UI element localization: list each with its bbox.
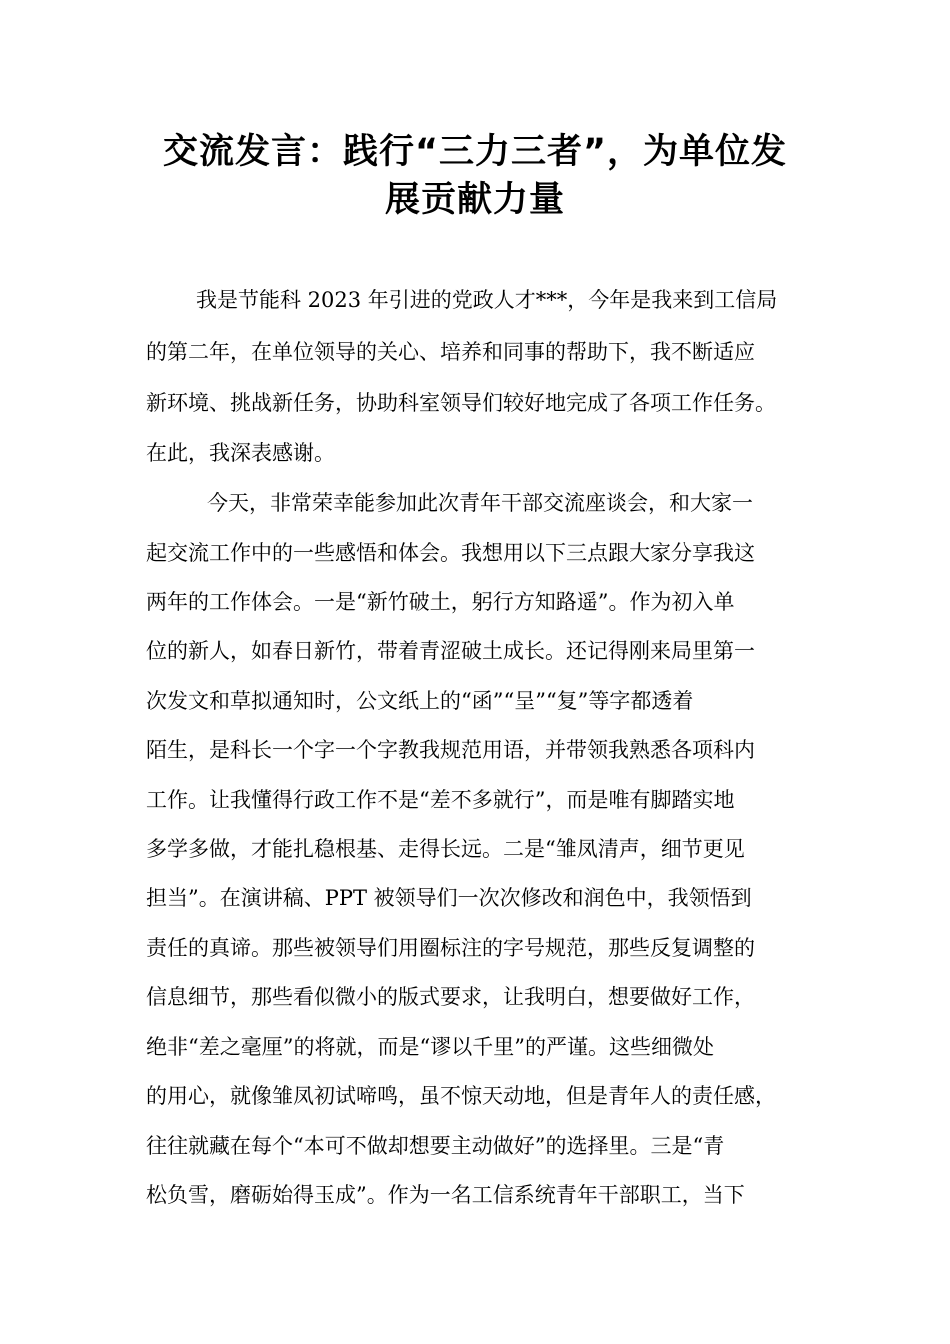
body-line: 的第二年，在单位领导的关心、培养和同事的帮助下，我不断适应 — [146, 340, 755, 364]
body-line: 次发文和草拟通知时，公文纸上的“函”“呈”“复”等字都透着 — [146, 689, 694, 713]
body-line: 责任的真谛。那些被领导们用圈标注的字号规范，那些反复调整的 — [146, 936, 755, 960]
body-line: 我是节能科 2023 年引进的党政人才***，今年是我来到工信局 — [196, 288, 778, 312]
title-line-2: 展贡献力量 — [384, 180, 565, 220]
title-line-1: 交流发言：践行“三力三者”，为单位发 — [162, 132, 787, 172]
body-line: 的用心，就像雏凤初试啼鸣，虽不惊天动地，但是青年人的责任感， — [146, 1084, 776, 1108]
body-line: 今天，非常荣幸能参加此次青年干部交流座谈会，和大家一 — [207, 491, 753, 515]
body-line: 新环境、挑战新任务，协助科室领导们较好地完成了各项工作任务。 — [146, 391, 776, 415]
body-line: 绝非“差之毫厘”的将就，而是“谬以千里”的严谨。这些细微处 — [146, 1035, 714, 1059]
body-line: 两年的工作体会。一是“新竹破土，躬行方知路遥”。作为初入单 — [146, 590, 735, 614]
body-line: 信息细节，那些看似微小的版式要求，让我明白，想要做好工作， — [146, 985, 755, 1009]
body-line: 位的新人，如春日新竹，带着青涩破土成长。还记得刚来局里第一 — [146, 639, 755, 663]
body-line: 多学多做，才能扎稳根基、走得长远。二是“雏凤清声，细节更见 — [146, 837, 745, 861]
body-line: 松负雪，磨砺始得玉成”。作为一名工信系统青年干部职工，当下 — [146, 1183, 745, 1207]
body-line: 工作。让我懂得行政工作不是“差不多就行”，而是唯有脚踏实地 — [146, 788, 735, 812]
body-line: 在此，我深表感谢。 — [146, 441, 335, 465]
body-line: 担当”。在演讲稿、PPT 被领导们一次次修改和润色中，我领悟到 — [146, 886, 752, 910]
body-line: 起交流工作中的一些感悟和体会。我想用以下三点跟大家分享我这 — [146, 541, 755, 565]
body-line: 往往就藏在每个“本可不做却想要主动做好”的选择里。三是“青 — [146, 1134, 725, 1158]
document-title — [110, 128, 840, 224]
body-line: 陌生，是科长一个字一个字教我规范用语，并带领我熟悉各项科内 — [146, 738, 755, 762]
